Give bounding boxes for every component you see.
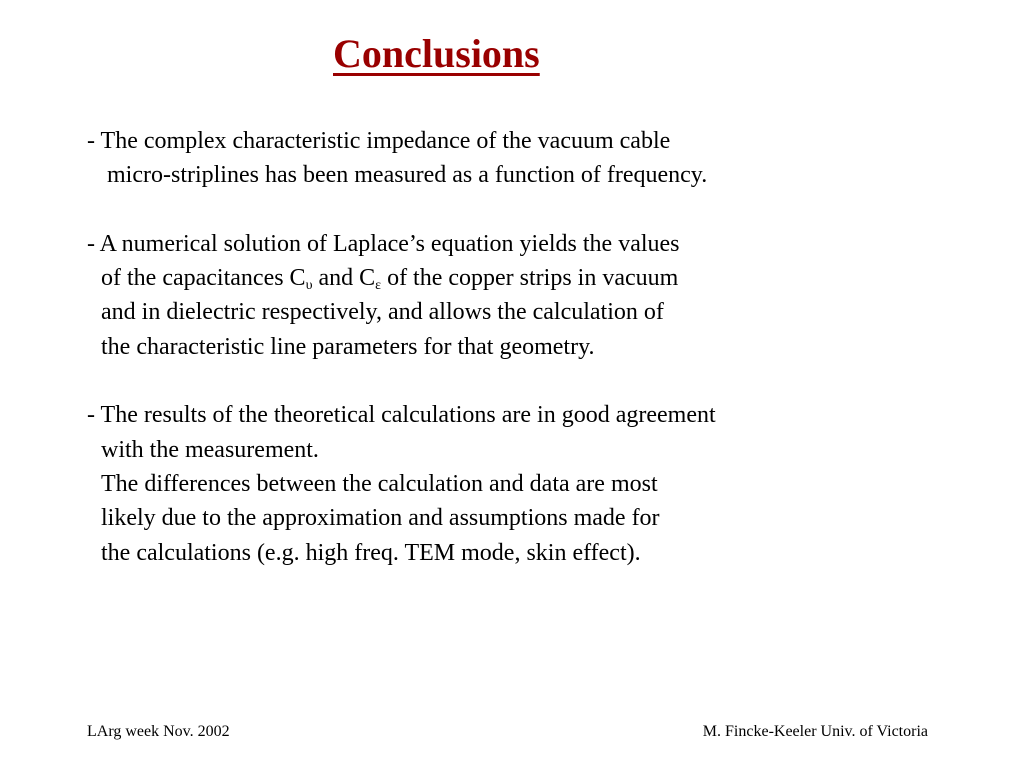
bullet-2-line-1: - A numerical solution of Laplace’s equation yields the values: [87, 230, 680, 257]
footer-event-date: LArg week Nov. 2002: [87, 723, 230, 740]
bullet-3-line-5: the calculations (e.g. high freq. TEM mode, skin effect).: [101, 539, 641, 566]
paragraph-gap: [87, 364, 716, 398]
capacitance-text-pre: of the capacitances C: [101, 265, 306, 292]
capacitance-text-post: of the copper strips in vacuum: [381, 265, 679, 292]
footer-author: M. Fincke-Keeler Univ. of Victoria: [702, 723, 928, 740]
bullet-1-line-2: micro-striplines has been measured as a function of frequency.: [107, 162, 708, 189]
capacitance-subscript-vacuum: υ: [305, 278, 313, 294]
bullet-3-line-4: likely due to the approximation and assumptions made for: [101, 505, 660, 532]
bullet-1-line-1: - The complex characteristic impedance of the vacuum cable: [87, 128, 671, 154]
capacitance-subscript-dielectric: ε: [375, 278, 382, 294]
capacitance-text-mid: and C: [312, 265, 376, 292]
bullet-3-line-1: - The results of the theoretical calculations are in good agreement: [87, 402, 716, 429]
paragraph-gap: [87, 193, 716, 227]
slide-body: [87, 124, 716, 570]
slide-title: Conclusions: [333, 31, 540, 76]
bullet-2-line-4: the characteristic line parameters for that geometry.: [101, 333, 595, 360]
bullet-2-line-2: [87, 261, 716, 295]
bullet-2-line-3: and in dielectric respectively, and allows the calculation of: [101, 299, 664, 326]
bullet-3-line-3: The differences between the calculation and data are most: [101, 470, 658, 497]
bullet-3-line-2: with the measurement.: [101, 436, 319, 463]
